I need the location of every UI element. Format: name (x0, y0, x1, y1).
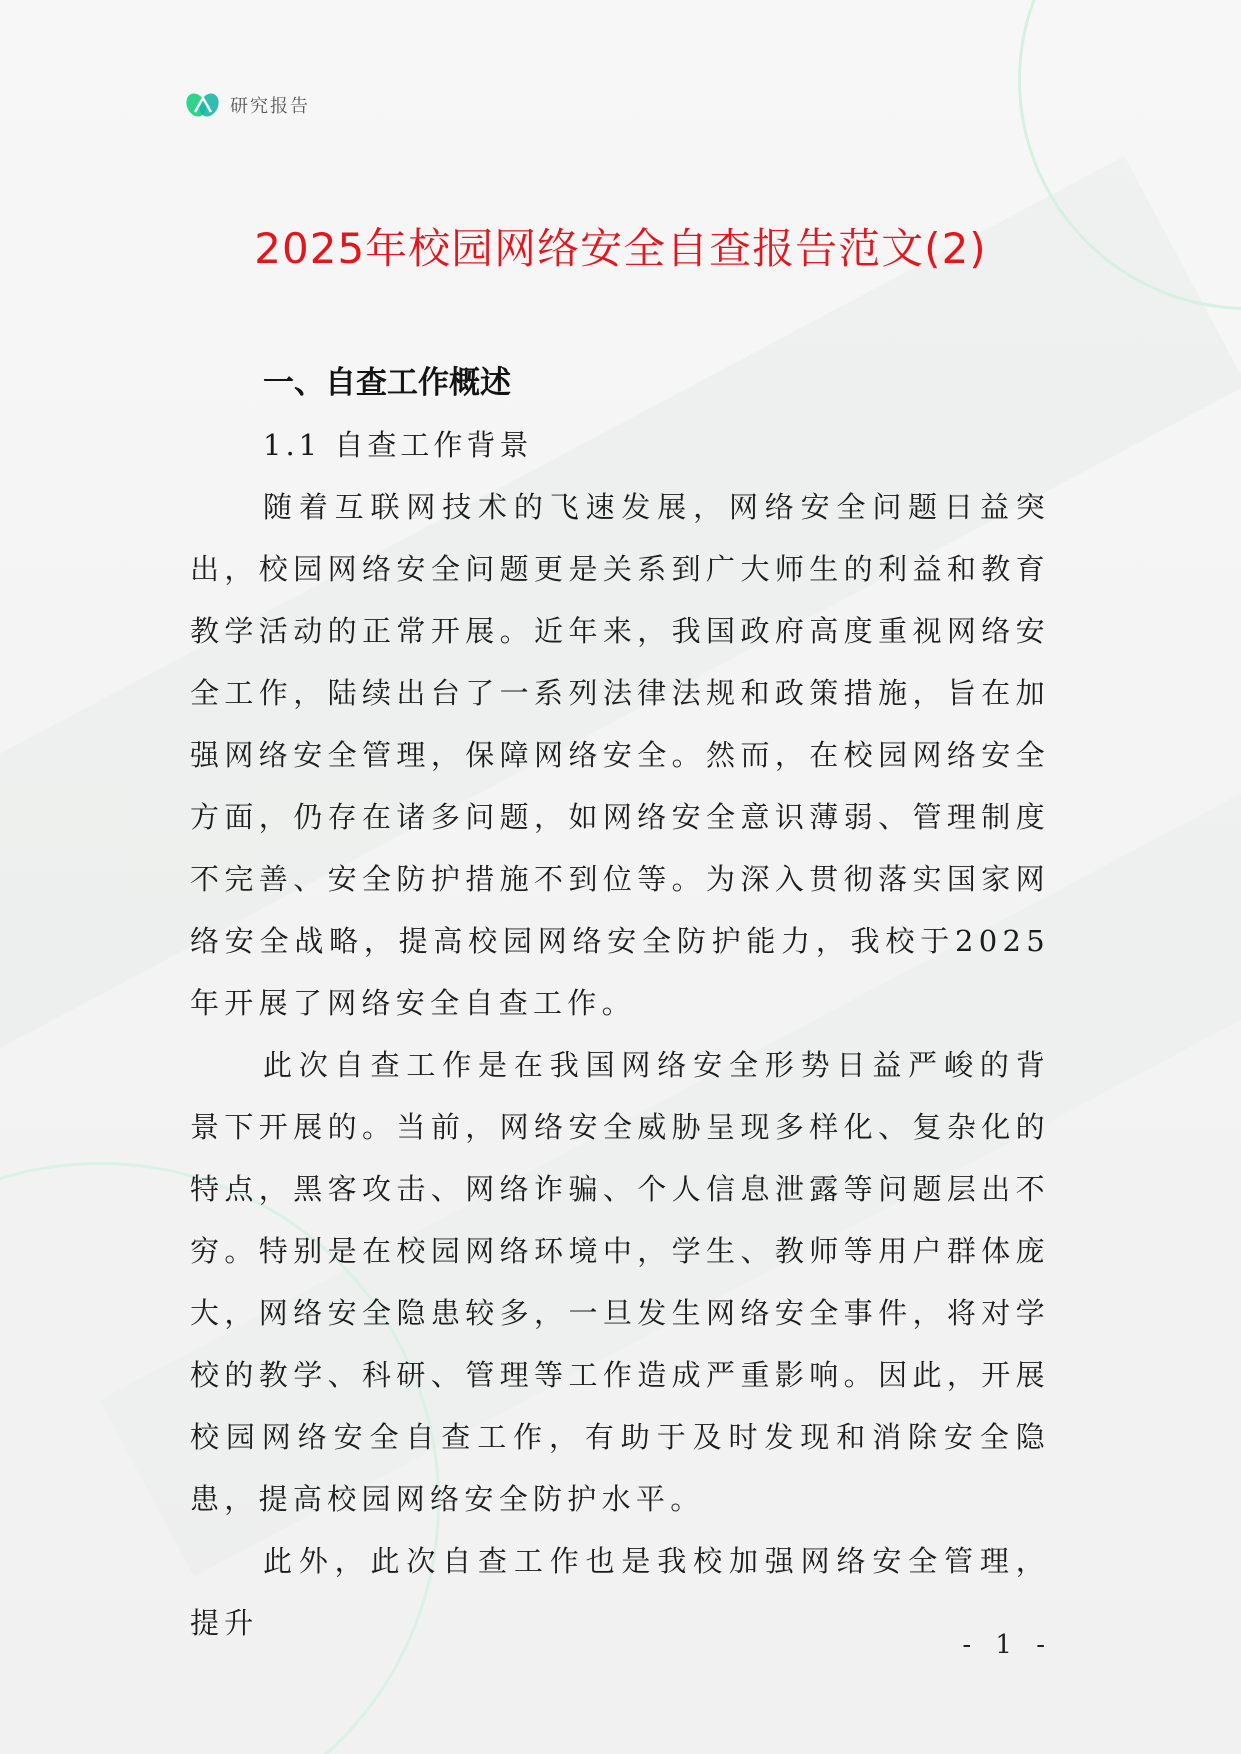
document-title: 2025年校园网络安全自查报告范文(2) (254, 224, 987, 273)
page-number: - 1 - (962, 1630, 1053, 1660)
document-header (186, 88, 310, 122)
paragraph: 随着互联网技术的飞速发展，网络安全问题日益突出，校园网络安全问题更是关系到广大师生的利益和教育教学活动的正常开展。近年来，我国政府高度重视网络安全工作，陆续出台了一系列法律法规和政策措施，旨在加强网络安全管理，保障网络安全。然而，在校园网络安全方面，仍存在诸多问题，如网络安全意识薄弱、管理制度不完善、安全防护措施不到位等。为深入贯彻落实国家网络安全战略，提高校园网络安全防护能力，我校于2025年开展了网络安全自查工作。 (190, 490, 1050, 1020)
document-body (190, 352, 1050, 1654)
section-heading: 一、自查工作概述 (263, 365, 511, 401)
paragraph: 此次自查工作是在我国网络安全形势日益严峻的背景下开展的。当前，网络安全威胁呈现多样化、复杂化的特点，黑客攻击、网络诈骗、个人信息泄露等问题层出不穷。特别是在校园网络环境中，学生、教师等用户群体庞大，网络安全隐患较多，一旦发生网络安全事件，将对学校的教学、科研、管理等工作造成严重影响。因此，开展校园网络安全自查工作，有助于及时发现和消除安全隐患，提高校园网络安全防护水平。 (190, 1048, 1050, 1516)
logo-icon (186, 90, 220, 120)
subsection-heading: 1.1 自查工作背景 (263, 428, 533, 462)
header-label: 研究报告 (230, 96, 310, 117)
paragraph: 此外，此次自查工作也是我校加强网络安全管理，提升 (190, 1544, 1050, 1640)
